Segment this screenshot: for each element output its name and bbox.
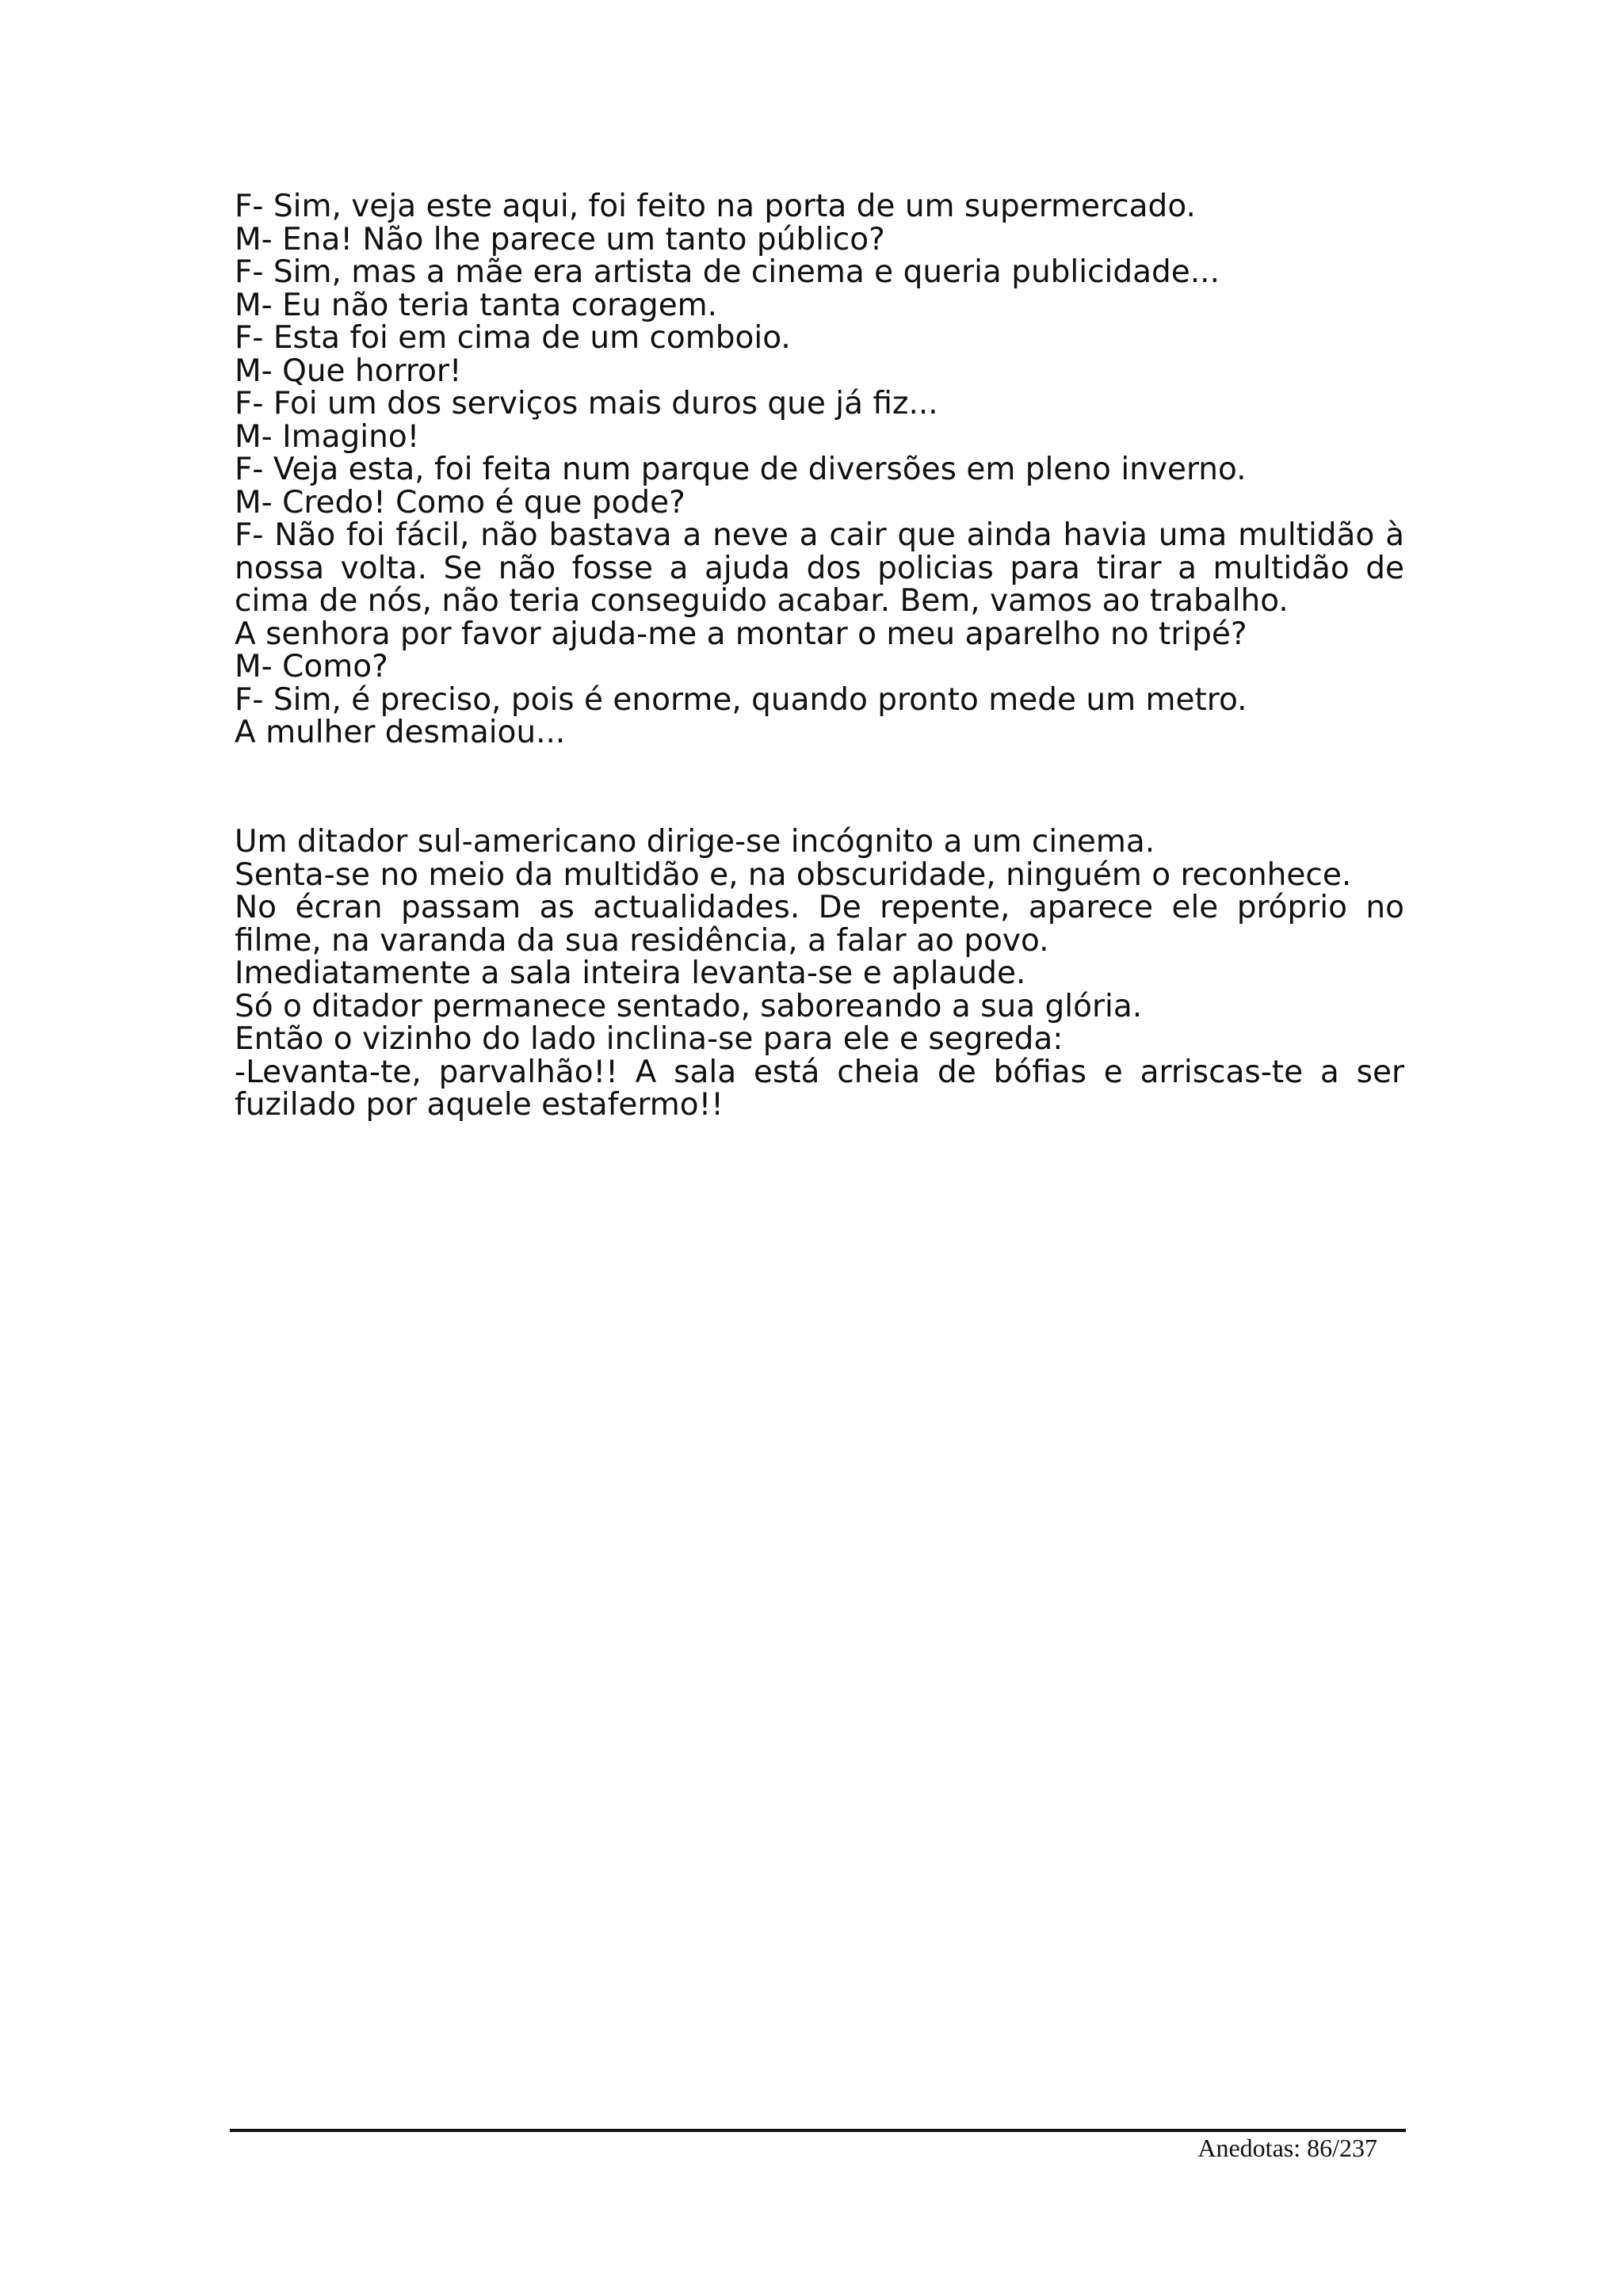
dialogue-line: A senhora por favor ajuda-me a montar o meu aparelho no tripé? <box>235 616 1247 652</box>
dialogue-paragraph: F- Não foi fácil, não bastava a neve a cair que ainda havia uma multidão à nossa volta. Se não fosse a ajuda dos policias para tirar a multidão de cima de nós, não teria conseguido acabar. Bem, vamos ao trabalho. <box>235 517 1404 619</box>
dialogue-line: F- Foi um dos serviços mais duros que já fiz... <box>235 386 938 421</box>
dialogue-line: M- Imagino! <box>235 418 420 455</box>
page-number-label: Anedotas: 86/237 <box>1197 2134 1377 2162</box>
dialogue-line: M- Credo! Como é que pode? <box>235 484 685 521</box>
dialogue-line: F- Esta foi em cima de um comboio. <box>235 320 791 356</box>
story-paragraph: No écran passam as actualidades. De repente, aparece ele próprio no filme, na varanda da sua residência, a falar ao povo. <box>235 890 1404 959</box>
dialogue-line: A mulher desmaiou... <box>235 715 566 750</box>
dialogue-line: M- Eu não teria tanta coragem. <box>235 287 718 323</box>
dialogue-line: M- Que horror! <box>235 353 462 389</box>
dialogue-line: F- Sim, veja este aqui, foi feito na porta de um supermercado. <box>235 189 1196 224</box>
footer-divider <box>230 2129 1406 2132</box>
dialogue-line: F- Sim, mas a mãe era artista de cinema e queria publicidade... <box>235 254 1220 290</box>
dialogue-line: M- Ena! Não lhe parece um tanto público? <box>235 221 885 257</box>
story-paragraph: -Levanta-te, parvalhão!! A sala está cheia de bófias e arriscas-te a ser fuzilado por aquele estafermo!! <box>235 1054 1404 1123</box>
story-2-text <box>235 826 1404 1122</box>
story-line: Um ditador sul-americano dirige-se incógnito a um cinema. <box>235 824 1155 860</box>
story-line: Só o ditador permanece sentado, saboreando a sua glória. <box>235 988 1143 1024</box>
story-paragraph: Senta-se no meio da multidão e, na obscuridade, ninguém o reconhece. <box>235 856 1352 893</box>
story-line: Imediatamente a sala inteira levanta-se e aplaude. <box>235 955 1026 991</box>
dialogue-line: F- Veja esta, foi feita num parque de diversões em pleno inverno. <box>235 452 1247 487</box>
story-1-text <box>235 190 1404 749</box>
story-line: Então o vizinho do lado inclina-se para ele e segreda: <box>235 1021 1064 1057</box>
dialogue-line: M- Como? <box>235 649 388 685</box>
dialogue-line: F- Sim, é preciso, pois é enorme, quando pronto mede um metro. <box>235 681 1247 718</box>
